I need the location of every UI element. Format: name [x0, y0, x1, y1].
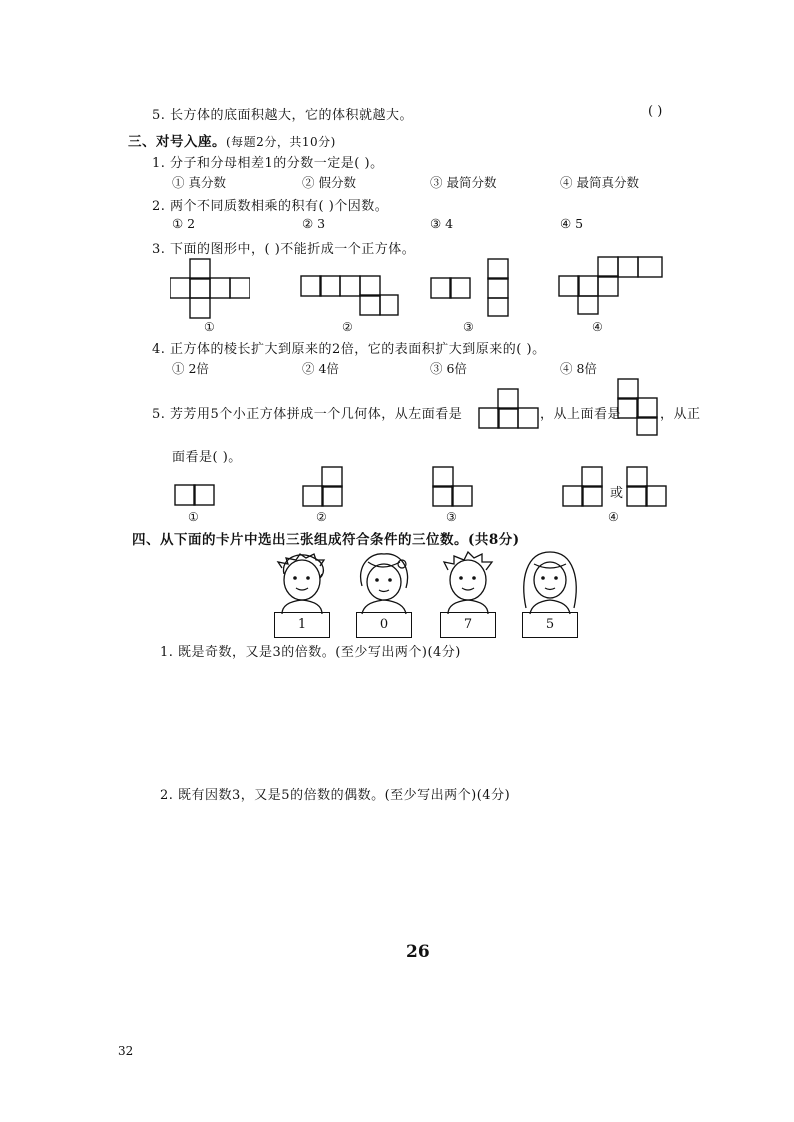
front-view-option-4b	[626, 466, 670, 510]
front-view-option-4a	[562, 466, 606, 510]
front-view-option-1	[174, 484, 218, 508]
corner-number: 32	[118, 1044, 134, 1058]
s3-q4-option-4[interactable]: ④ 8倍	[560, 361, 597, 376]
s3-q1-option-4[interactable]: ④ 最简真分数	[560, 175, 639, 190]
child-card-3	[436, 552, 500, 642]
s3-q5-text-b: ，从上面看是	[540, 407, 622, 422]
tf-question-5: 5. 长方体的底面积越大，它的体积就越大。	[152, 108, 414, 123]
front-view-option-3-label[interactable]: ③	[446, 510, 457, 524]
s3-q2-option-3[interactable]: ③ 4	[430, 216, 454, 231]
s3-q1-option-3[interactable]: ③ 最简分数	[430, 175, 497, 190]
left-view-figure	[478, 388, 540, 432]
s3-q1-text: 1. 分子和分母相差1的分数一定是( )。	[152, 156, 384, 171]
cube-net-3	[430, 258, 510, 322]
child-card-4	[518, 550, 582, 642]
s3-q2-option-2[interactable]: ② 3	[302, 216, 326, 231]
cube-net-4	[558, 256, 668, 320]
card-2[interactable]: 0	[356, 612, 412, 638]
child-card-2	[352, 552, 416, 642]
section-3-title: 三、对号入座。	[128, 134, 226, 150]
front-view-option-3	[432, 466, 476, 510]
s3-q5-text-d: 面看是( )。	[172, 450, 242, 465]
cube-net-2	[300, 275, 400, 325]
s4-q2-text: 2. 既有因数3，又是5的倍数的偶数。(至少写出两个)(4分)	[160, 788, 511, 803]
card-3[interactable]: 7	[440, 612, 496, 638]
front-view-option-4-label[interactable]: ④	[608, 510, 619, 524]
cube-net-1	[170, 258, 250, 322]
card-4[interactable]: 5	[522, 612, 578, 638]
cube-net-2-label[interactable]: ②	[342, 320, 353, 334]
section-4-heading: 四、从下面的卡片中选出三张组成符合条件的三位数。(共8分)	[132, 532, 520, 548]
front-view-option-2-label[interactable]: ②	[316, 510, 327, 524]
page-number: 26	[406, 942, 430, 962]
cube-net-1-label[interactable]: ①	[204, 320, 215, 334]
s3-q2-option-4[interactable]: ④ 5	[560, 216, 584, 231]
section-3-heading	[128, 130, 336, 150]
s3-q1-option-1[interactable]: ① 真分数	[172, 175, 226, 190]
s3-q4-option-1[interactable]: ① 2倍	[172, 361, 209, 376]
s3-q3-text: 3. 下面的图形中，( )不能折成一个正方体。	[152, 242, 416, 257]
or-word: 或	[610, 486, 624, 501]
cube-net-3-label[interactable]: ③	[463, 320, 474, 334]
s3-q4-option-3[interactable]: ③ 6倍	[430, 361, 467, 376]
section-3-score: (每题2分，共10分)	[226, 135, 336, 149]
tf-answer-parens[interactable]: ( )	[648, 104, 663, 119]
child-card-1	[270, 552, 334, 642]
card-1[interactable]: 1	[274, 612, 330, 638]
s3-q4-text: 4. 正方体的棱长扩大到原来的2倍，它的表面积扩大到原来的( )。	[152, 342, 546, 357]
s4-q1-text: 1. 既是奇数，又是3的倍数。(至少写出两个)(4分)	[160, 645, 461, 660]
s3-q2-option-1[interactable]: ① 2	[172, 216, 196, 231]
s3-q5-text-c: ，从正	[660, 407, 701, 422]
front-view-option-2	[302, 466, 346, 510]
cube-net-4-label[interactable]: ④	[592, 320, 603, 334]
s3-q4-option-2[interactable]: ② 4倍	[302, 361, 339, 376]
s3-q1-option-2[interactable]: ② 假分数	[302, 175, 356, 190]
front-view-option-1-label[interactable]: ①	[188, 510, 199, 524]
s3-q2-text: 2. 两个不同质数相乘的积有( )个因数。	[152, 199, 389, 214]
s3-q5-text-a: 5. 芳芳用5个小正方体拼成一个几何体，从左面看是	[152, 407, 463, 422]
top-view-figure	[617, 378, 661, 438]
